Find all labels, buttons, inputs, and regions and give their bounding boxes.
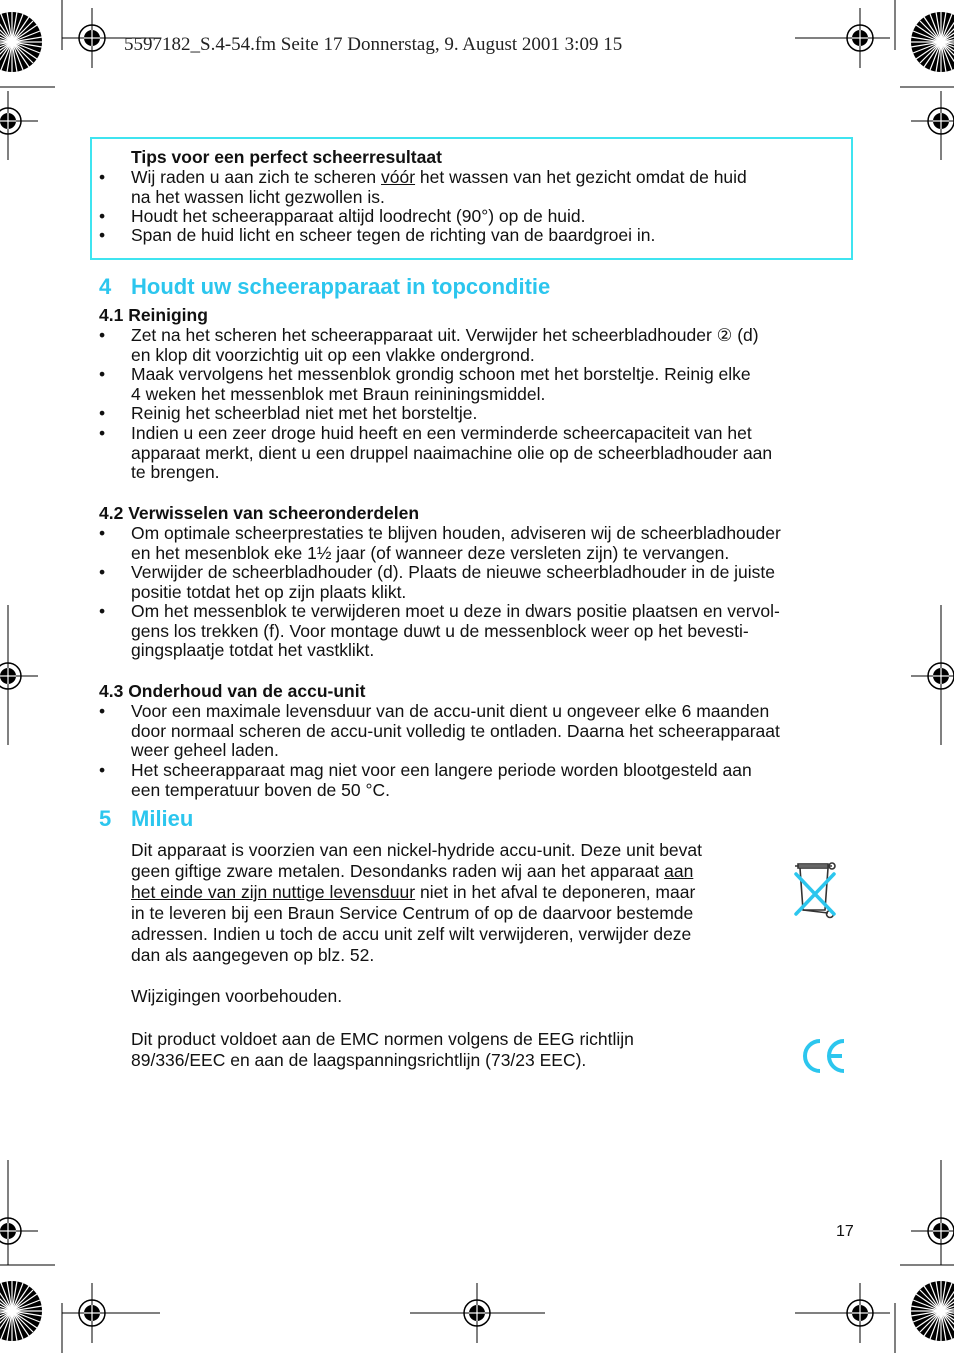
file-header: 5597182_S.4-54.fm Seite 17 Donnerstag, 9. August 2001 3:09 15 — [124, 34, 623, 55]
bullet: • — [99, 225, 106, 245]
bullet: • — [99, 403, 106, 423]
tips-item-text: Houdt het scheerapparaat altijd loodrecht (90°) op de huid. — [131, 206, 586, 226]
section-4-heading — [99, 274, 551, 299]
list-item — [99, 424, 859, 483]
bullet: • — [99, 523, 106, 543]
changes-reserved-text: Wijzigingen voorbehouden. — [131, 986, 343, 1006]
emc-compliance-text: Dit product voldoet aan de EMC normen volgens de EEG richtlijn 89/336/EEC en aan de laagspanningsrichtlijn (73/23 EEC). — [131, 1029, 634, 1070]
bullet: • — [99, 701, 106, 721]
ce-mark-icon — [800, 1036, 848, 1076]
crossed-bin-icon — [790, 858, 842, 922]
bullet: • — [99, 562, 106, 582]
list-item-text: Indien u een zeer droge huid heeft en een verminderde scheercapaciteit van het apparaat merkt, dient u een druppel naaimachine olie op de scheerbladhouder aan te brengen. — [131, 423, 773, 483]
page-number: 17 — [836, 1223, 854, 1240]
tips-title: Tips voor een perfect scheerresultaat — [131, 147, 442, 167]
bullet: • — [99, 167, 106, 187]
section-title: Milieu — [131, 806, 194, 831]
paragraph-underlined: aan — [664, 861, 694, 881]
bullet: • — [99, 364, 106, 384]
bullet: • — [99, 601, 106, 621]
subsection-4-3-title: 4.3 Onderhoud van de accu-unit — [99, 681, 366, 701]
list-item-text: Het scheerapparaat mag niet voor een langere periode worden blootgesteld aan een temperatuur boven de 50 °C. — [131, 760, 752, 800]
list-item-text: Verwijder de scheerbladhouder (d). Plaats de nieuwe scheerbladhouder in de juiste positie totdat het op zijn plaats klikt. — [131, 562, 776, 602]
tips-item-text: Wij raden u aan zich te scheren — [131, 167, 381, 187]
bullet: • — [99, 760, 106, 780]
paragraph-text: Dit apparaat is voorzien van een nickel-hydride accu-unit. Deze unit bevat geen giftige zware metalen. Desondanks raden wij aan het apparaat — [131, 840, 703, 881]
bullet: • — [99, 423, 106, 443]
list-item-text: Zet na het scheren het scheerapparaat uit. Verwijder het scheerbladhouder ② (d) en klop dit voorzichtig uit op een vlakke ondergrond. — [131, 325, 759, 365]
paragraph-text: niet in het afval te deponeren, maar in te leveren bij een Braun Service Centrum of op de daarvoor bestemde adressen. Indien u toch de accu unit zelf wilt verwijderen, verwijder deze dan als aangegeven op blz. 52. — [131, 882, 696, 965]
bullet: • — [99, 325, 106, 345]
tips-item-text: het wassen van het gezicht omdat de huid na het wassen licht gezwollen is. — [131, 167, 747, 207]
tips-item — [99, 226, 859, 246]
list-item — [99, 563, 859, 602]
list-item-text: Voor een maximale levensduur van de accu-unit dient u ongeveer elke 6 maanden door normaal scheren de accu-unit volledig te ontladen. Daarna het scheerapparaat weer geheel laden. — [131, 701, 780, 761]
list-item — [99, 524, 859, 563]
list-item — [99, 365, 859, 404]
section-title: Houdt uw scheerapparaat in topconditie — [131, 274, 551, 299]
milieu-paragraph — [131, 840, 781, 966]
list-item-text: Om het messenblok te verwijderen moet u deze in dwars positie plaatsen en vervol- gens los trekken (f). Voor montage duwt u de messenblock weer op het bevesti- gingsplaatje totdat het vastklikt. — [131, 601, 780, 661]
tips-item-underlined: vóór — [381, 167, 416, 187]
list-item-text: Reinig het scheerblad niet met het borsteltje. — [131, 403, 478, 423]
section-5-heading — [99, 806, 194, 831]
tips-item-text: Span de huid licht en scheer tegen de richting van de baardgroei in. — [131, 225, 656, 245]
tips-item — [99, 207, 859, 227]
subsection-4-2-title: 4.2 Verwisselen van scheeronderdelen — [99, 503, 420, 523]
section-number: 5 — [99, 806, 112, 831]
list-item — [99, 602, 859, 661]
list-item — [99, 702, 859, 761]
list-item — [99, 761, 859, 800]
list-item-text: Maak vervolgens het messenblok grondig schoon met het borsteltje. Reinig elke 4 weken het messenblok met Braun reininingsmiddel. — [131, 364, 751, 404]
paragraph-underlined: het einde van zijn nuttige levensduur — [131, 882, 416, 902]
subsection-4-1-title: 4.1 Reiniging — [99, 305, 208, 325]
list-item — [99, 326, 859, 365]
section-number: 4 — [99, 274, 112, 299]
tips-item — [99, 168, 859, 207]
list-item-text: Om optimale scheerprestaties te blijven houden, adviseren wij de scheerbladhouder en het mesenblok eke 1½ jaar (of wanneer deze versleten zijn) te vervangen. — [131, 523, 781, 563]
bullet: • — [99, 206, 106, 226]
list-item — [99, 404, 859, 424]
